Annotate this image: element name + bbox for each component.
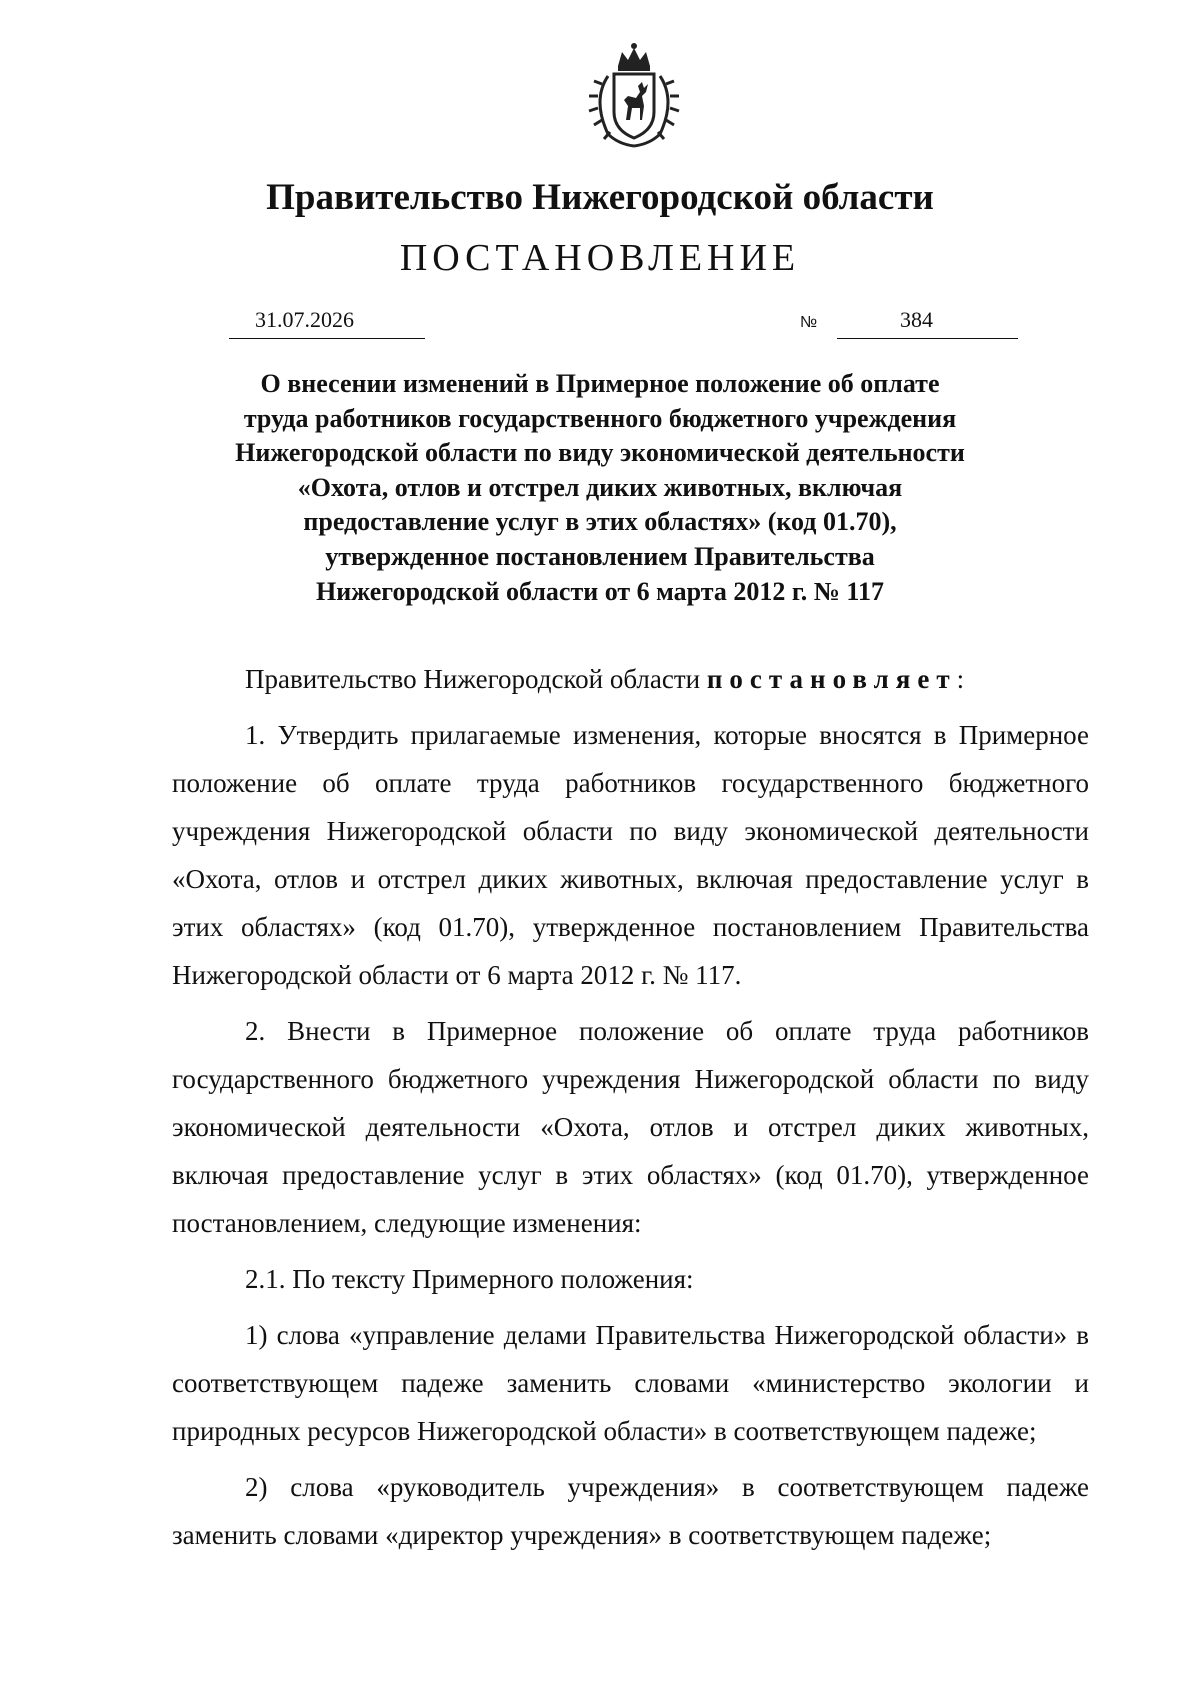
document-title	[200, 367, 1000, 609]
title-line: «Охота, отлов и отстрел диких животных, включая	[297, 472, 903, 502]
paragraph-2: 2. Внести в Примерное положение об оплате труда работников государственного бюджетного учреждения Нижегородской области по виду экономической деятельности «Охота, отлов и отстрел диких животных, включая предоставление услуг в этих областях» (код 01.70), утвержденное постановлением, следующие изменения:	[172, 1016, 1089, 1238]
document-number: 384	[900, 307, 933, 332]
paragraph-item-1: 1) слова «управление делами Правительства Нижегородской области» в соответствующем падеже заменить словами «министерство экологии и природных ресурсов Нижегородской области» в соответствующем падеже;	[172, 1320, 1089, 1446]
document-type: ПОСТАНОВЛЕНИЕ	[399, 237, 801, 279]
number-underline	[837, 338, 1018, 339]
document-date: 31.07.2026	[255, 307, 354, 332]
document-body	[172, 655, 1089, 1567]
resolves-word: постановляет	[706, 664, 957, 694]
title-line: О внесении изменений в Примерное положение об оплате	[260, 369, 940, 398]
number-sign: №	[800, 314, 818, 331]
nizhny-novgorod-coat-of-arms-icon	[578, 40, 690, 152]
title-line: Нижегородской области от 6 марта 2012 г. № 117	[316, 576, 884, 606]
paragraph-2-1: 2.1. По тексту Примерного положения:	[245, 1264, 694, 1294]
paragraph-item-2: 2) слова «руководитель учреждения» в соответствующем падеже заменить словами «директор учреждения» в соответствующем падеже;	[172, 1472, 1089, 1550]
organization-name: Правительство Нижегородской области	[266, 177, 934, 218]
title-line: утвержденное постановлением Правительства	[325, 541, 875, 571]
date-underline	[229, 338, 425, 339]
title-line: труда работников государственного бюджетного учреждения	[243, 403, 957, 433]
title-line: Нижегородской области по виду экономической деятельности	[235, 438, 965, 468]
paragraph-1: 1. Утвердить прилагаемые изменения, которые вносятся в Примерное положение об оплате труда работников государственного бюджетного учреждения Нижегородской области по виду экономической деятельности «Охота, отлов и отстрел диких животных, включая предоставление услуг в этих областях» (код 01.70), утвержденное постановлением Правительства Нижегородской области от 6 марта 2012 г. № 117.	[172, 720, 1089, 990]
title-line: предоставление услуг в этих областях» (код 01.70),	[303, 507, 897, 537]
intro-paragraph: Правительство Нижегородской области постановляет:	[245, 664, 965, 694]
